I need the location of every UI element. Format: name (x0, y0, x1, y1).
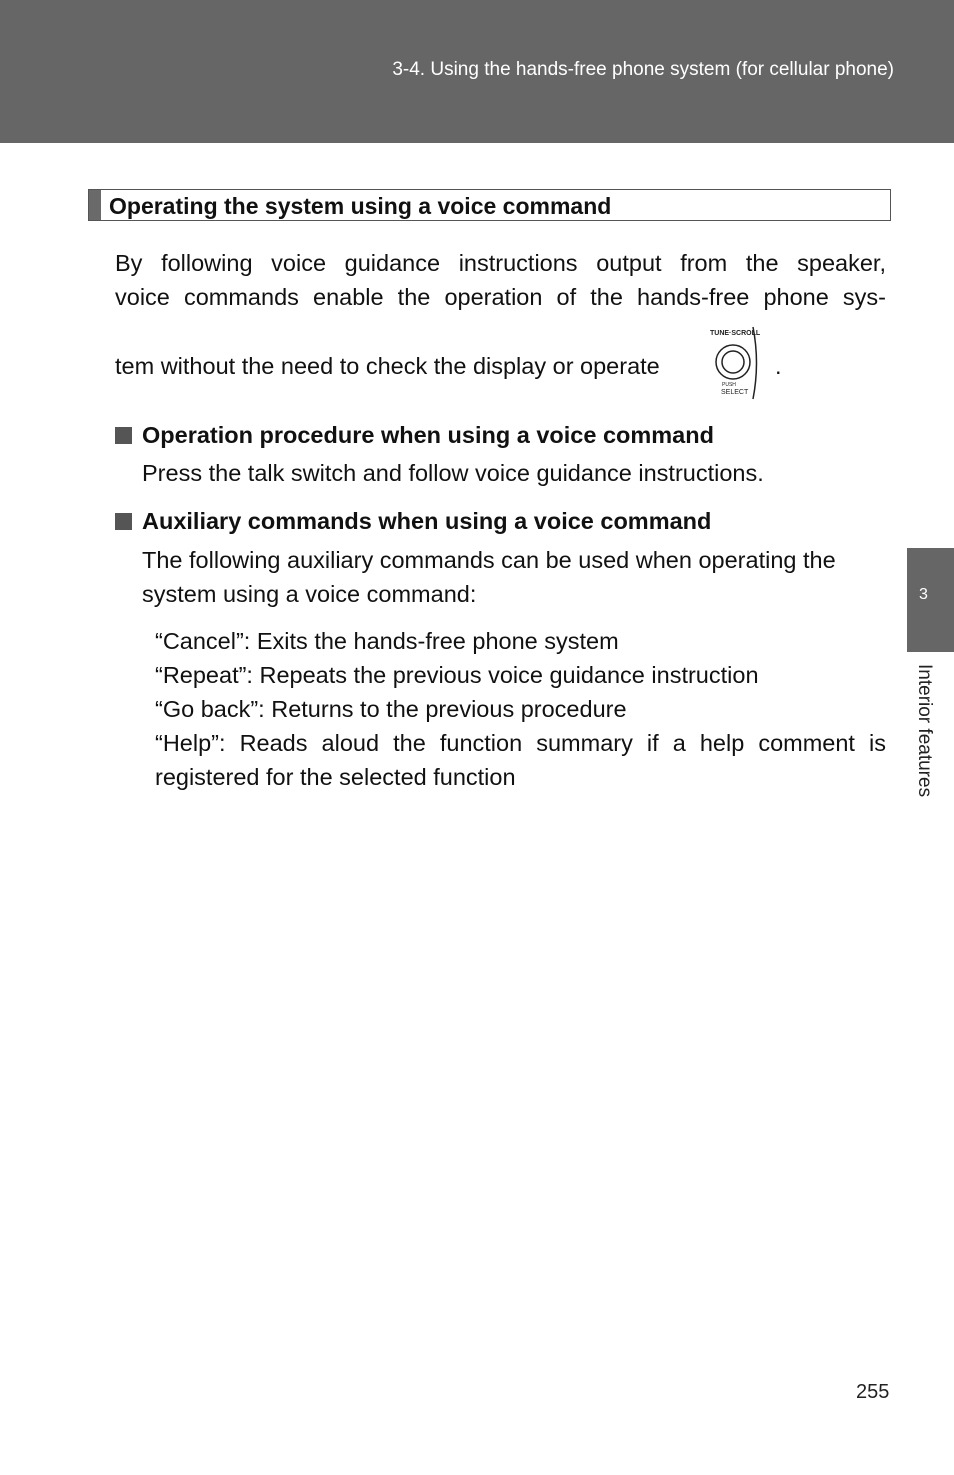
command-list (155, 624, 886, 794)
procedure-heading-row (115, 420, 714, 450)
knob-label-push: PUSH (722, 382, 736, 388)
page-number: 255 (856, 1381, 890, 1403)
chapter-title: 3-4. Using the hands-free phone system (for cellular phone) (392, 59, 894, 80)
procedure-text: Press the talk switch and follow voice guidance instructions. (142, 460, 764, 486)
intro-end: . (775, 353, 782, 379)
list-item: “Cancel”: Exits the hands-free phone system (155, 628, 619, 654)
square-bullet-icon (115, 427, 132, 444)
heading-marker (89, 190, 101, 220)
intro-line-2: voice commands enable the operation of the hands-free phone sys- (115, 284, 886, 310)
chapter-tab (907, 548, 954, 652)
intro-paragraph (115, 246, 886, 314)
section-heading: Operating the system using a voice command (109, 193, 612, 219)
intro-line-1: By following voice guidance instructions output from the speaker, (115, 250, 886, 276)
section-heading-box (88, 189, 891, 221)
list-item: “Repeat”: Repeats the previous voice guidance instruction (155, 662, 759, 688)
chapter-tab-number: 3 (919, 586, 928, 603)
chapter-tab-label: Interior features (914, 664, 935, 798)
header-band (0, 0, 954, 143)
knob-label-top: TUNE·SCROLL (710, 330, 761, 337)
square-bullet-icon (115, 513, 132, 530)
procedure-heading: Operation procedure when using a voice command (142, 422, 714, 448)
knob-label-select: SELECT (721, 389, 749, 396)
list-item: “Help”: Reads aloud the function summary if a help comment is registered for the selected function (155, 730, 886, 790)
intro-line-3: tem without the need to check the display or operate (115, 353, 660, 379)
auxiliary-heading-row (115, 506, 711, 536)
tune-scroll-knob-icon (708, 323, 768, 403)
auxiliary-text: The following auxiliary commands can be used when operating the system using a voice command: (142, 547, 836, 607)
list-item: “Go back”: Returns to the previous procedure (155, 696, 627, 722)
chapter-tab-label-box (913, 664, 943, 824)
auxiliary-heading: Auxiliary commands when using a voice command (142, 508, 712, 534)
